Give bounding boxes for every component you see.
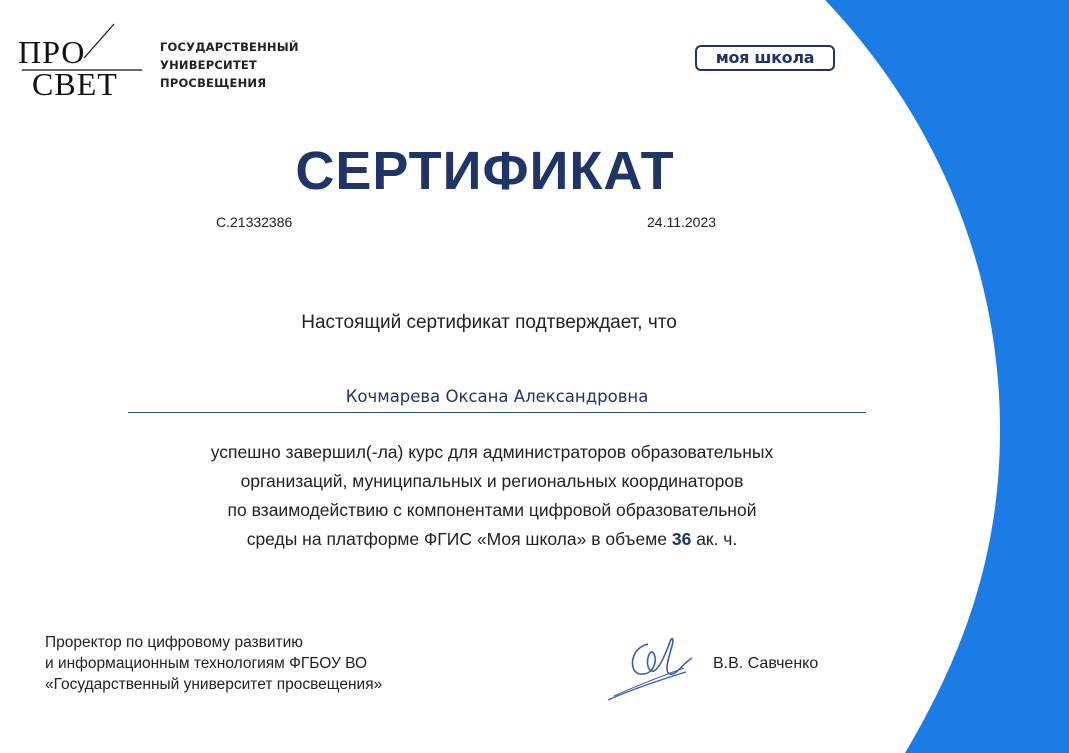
logo-strokes [18, 22, 148, 102]
prosvet-logo [18, 22, 148, 102]
logo-word-svet: СВЕТ [32, 66, 118, 102]
course-description [100, 438, 884, 554]
description-line-4 [100, 525, 884, 554]
logo-word-pro: ПРО [18, 34, 86, 70]
description-line-4-start: среды на платформе ФГИС «Моя школа» в объеме [246, 529, 667, 549]
signer-position-line-3: «Государственный университет просвещения» [45, 676, 383, 693]
university-line-3: ПРОСВЕЩЕНИЯ [160, 76, 267, 90]
signer-position-line-1: Проректор по цифровому развитию [45, 634, 303, 651]
recipient-underline [128, 412, 866, 413]
certificate-number: С.21332386 [216, 214, 293, 230]
certificate-date: 24.11.2023 [647, 214, 717, 230]
handwritten-signature [600, 628, 700, 708]
signer-name: В.В. Савченко [713, 655, 819, 672]
university-line-1: ГОСУДАРСТВЕННЫЙ [160, 40, 299, 54]
certificate-title: СЕРТИФИКАТ [295, 141, 675, 201]
recipient-name: Кочмарева Оксана Александровна [345, 387, 649, 406]
signer-position-line-2: и информационным технологиям ФГБОУ ВО [45, 655, 368, 672]
description-line-1: успешно завершил(-ла) курс для администраторов образовательных [210, 442, 774, 462]
confirmation-text: Настоящий сертификат подтверждает, что [301, 312, 677, 333]
course-hours: 36 [671, 529, 692, 549]
description-line-2: организаций, муниципальных и региональных координаторов [240, 471, 744, 491]
moya-shkola-logo: моя школа [695, 45, 835, 71]
hours-unit: ак. ч. [696, 529, 738, 549]
university-line-2: УНИВЕРСИТЕТ [160, 58, 257, 72]
university-name [160, 38, 300, 92]
description-line-3: по взаимодействию с компонентами цифровой образовательной [227, 500, 757, 520]
signer-position [45, 632, 465, 695]
